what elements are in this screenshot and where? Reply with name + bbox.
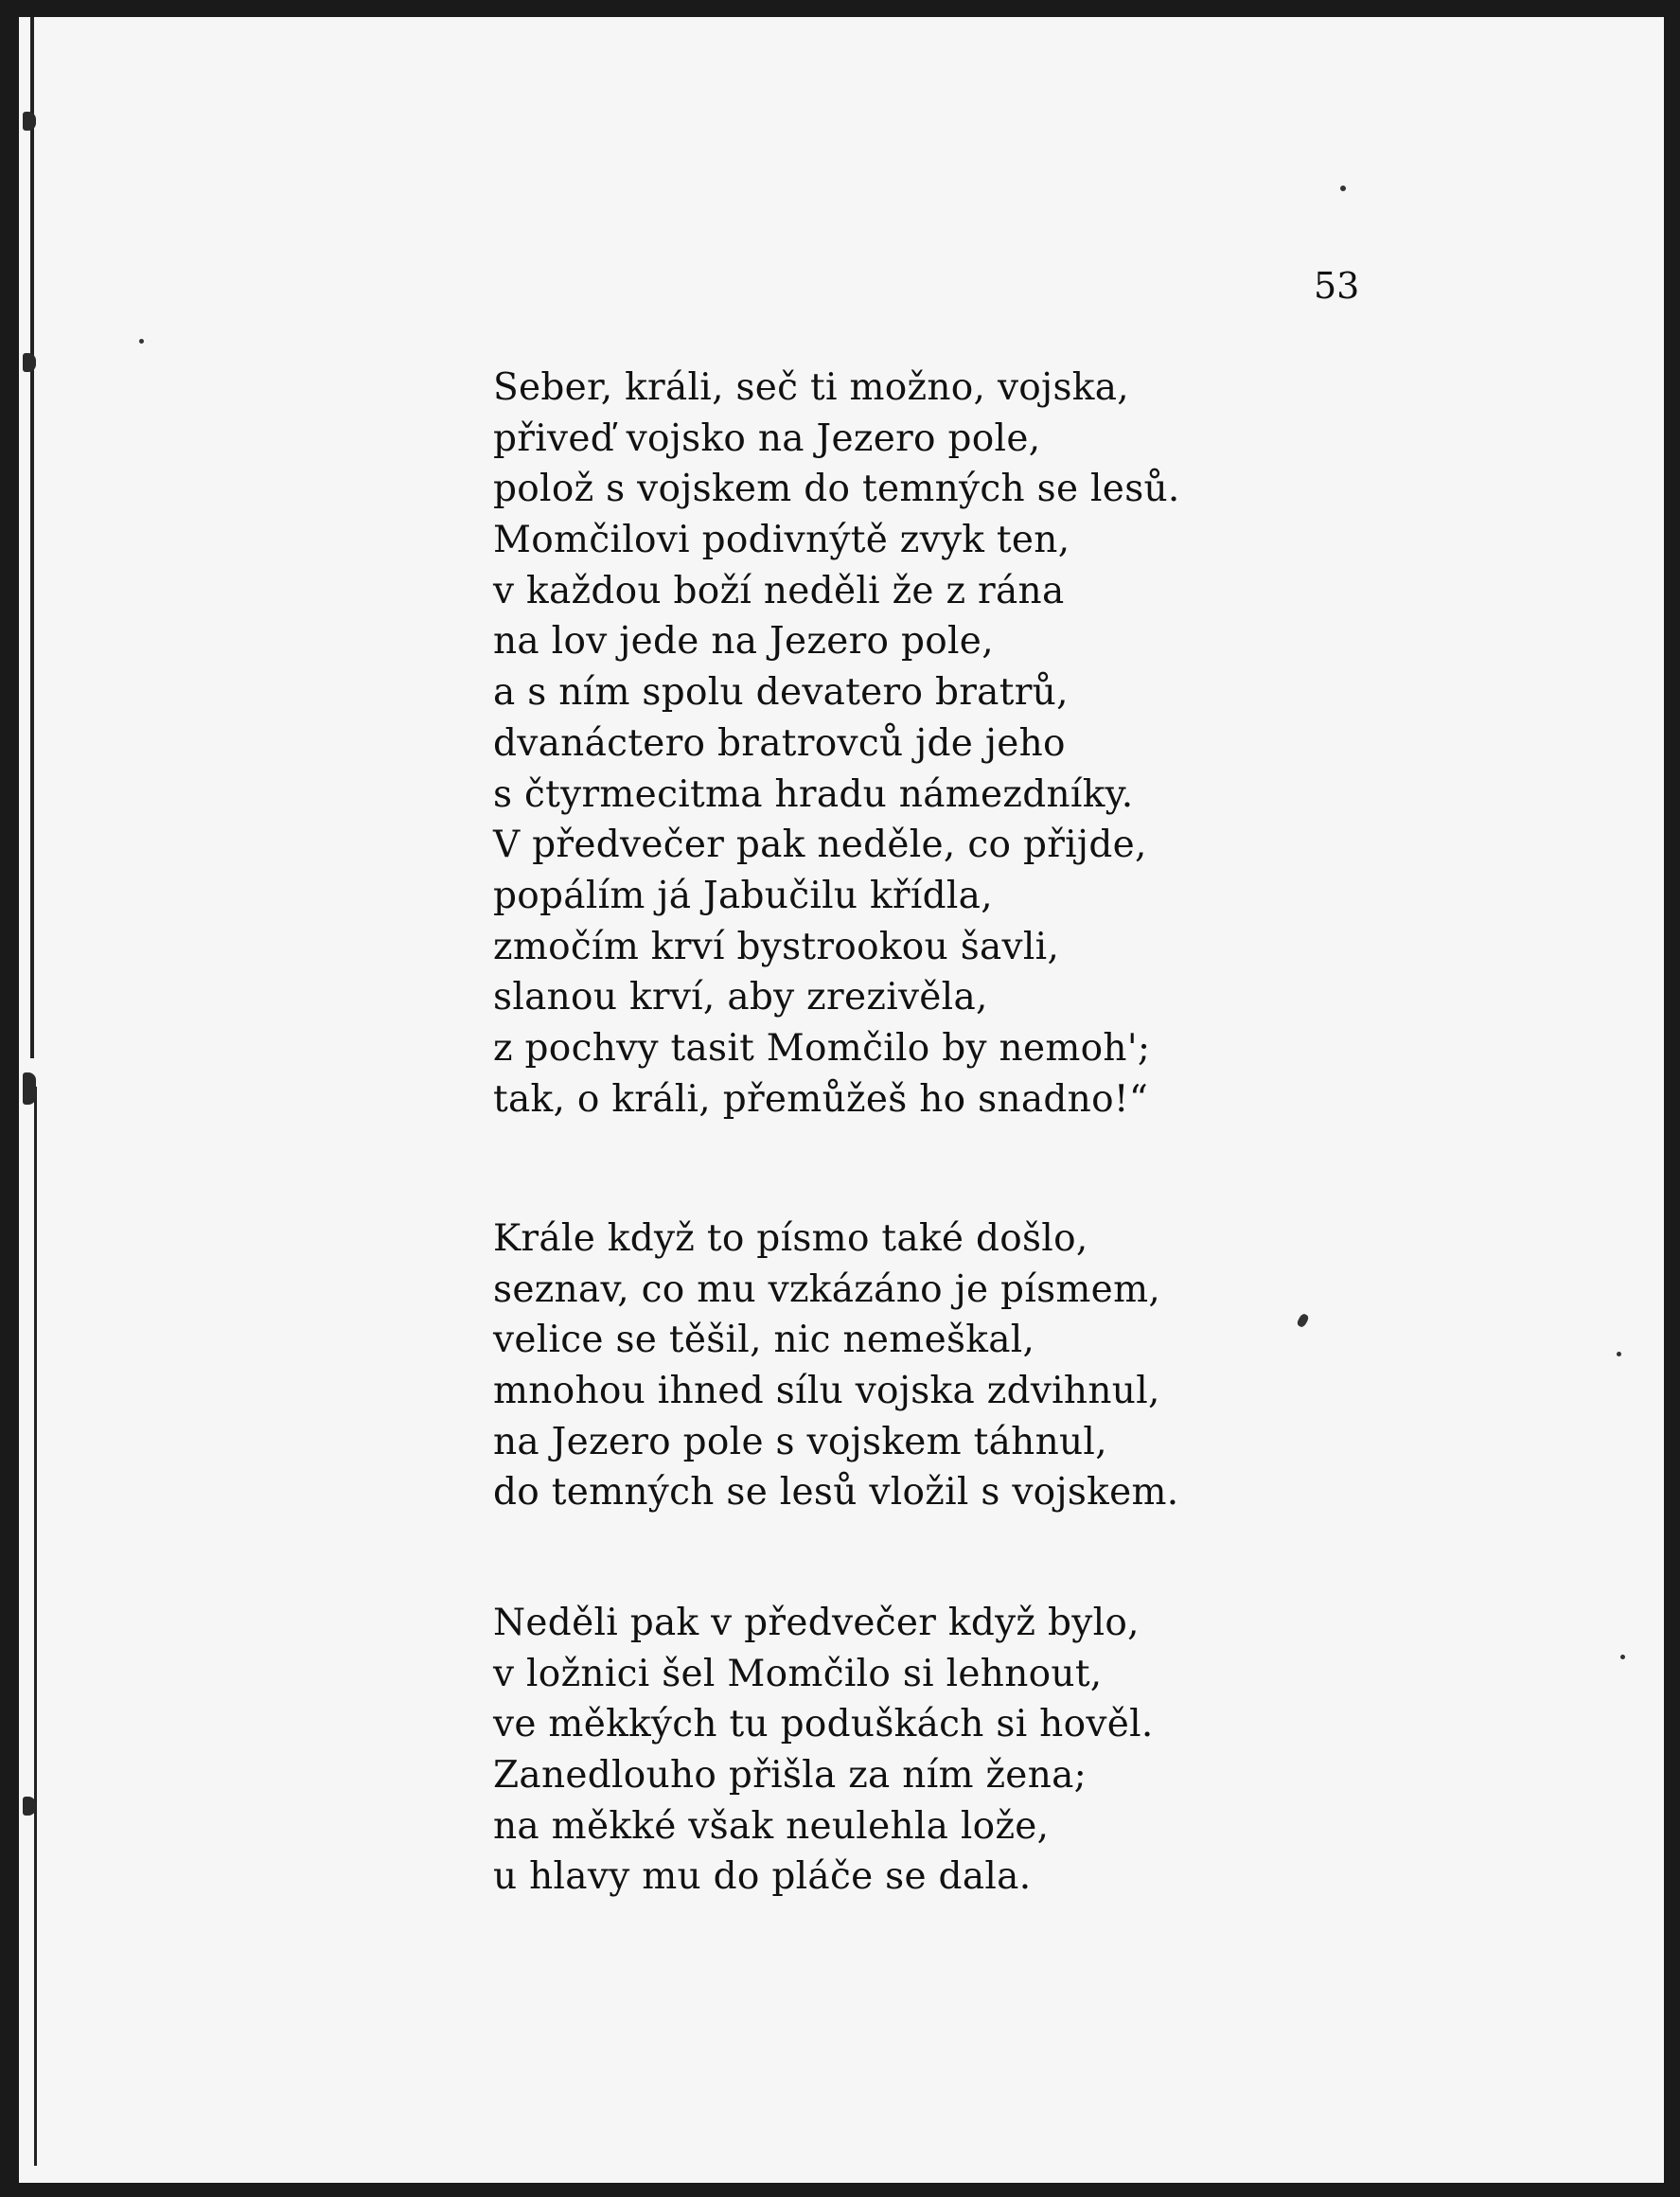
verse-line: Zanedlouho přišla za ním žena; <box>493 1754 1088 1798</box>
verse-line: velice se těšil, nic nemeškal, <box>493 1319 1035 1362</box>
verse-line: v každou boží neděli že z rána <box>493 569 1065 612</box>
ink-speck <box>139 339 144 344</box>
verse-line: mnohou ihned sílu vojska zdvihnul, <box>493 1370 1160 1413</box>
verse-line: na lov jede na Jezero pole, <box>493 620 994 664</box>
verse-line: tak, o králi, přemůžeš ho snadno!“ <box>493 1077 1149 1121</box>
verse-line: Krále když to písmo také došlo, <box>493 1217 1088 1260</box>
page-spine-edge <box>23 17 44 2183</box>
verse-line: dvanáctero bratrovců jde jeho <box>493 721 1066 765</box>
verse-line: Momčilovi podivnýtě zvyk ten, <box>493 519 1070 562</box>
verse-line: z pochvy tasit Momčilo by nemoh'; <box>493 1026 1151 1070</box>
verse-line: polož s vojskem do temných se lesů. <box>493 468 1180 511</box>
verse-line: V předvečer pak neděle, co přijde, <box>493 824 1147 867</box>
verse-line: Seber, králi, seč ti možno, vojska, <box>493 366 1129 409</box>
verse-line: seznav, co mu vzkázáno je písmem, <box>493 1267 1161 1311</box>
verse-line: Neděli pak v předvečer když bylo, <box>493 1602 1140 1644</box>
verse-line: na Jezero pole s vojskem táhnul, <box>493 1420 1107 1463</box>
stanza-3 <box>493 1598 1154 1903</box>
verse-line: ve měkkých tu poduškách si hověl. <box>493 1703 1154 1746</box>
stanza-2 <box>493 1214 1178 1518</box>
verse-line: a s ním spolu devatero bratrů, <box>493 671 1069 715</box>
verse-line: slanou krví, aby zrezivěla, <box>493 976 988 1019</box>
verse-line: popálím já Jabučilu křídla, <box>493 874 993 917</box>
verse-line: přiveď vojsko na Jezero pole, <box>493 416 1041 460</box>
verse-line: v ložnici šel Momčilo si lehnout, <box>493 1652 1103 1695</box>
verse-line: zmočím krví bystrookou šavli, <box>493 925 1060 968</box>
page-number: 53 <box>1314 265 1360 307</box>
ink-speck <box>1620 1655 1625 1659</box>
ink-speck <box>1296 1313 1310 1329</box>
verse-line: na měkké však neulehla lože, <box>493 1804 1050 1848</box>
ink-speck <box>1617 1352 1621 1356</box>
ink-speck <box>1340 186 1346 191</box>
verse-line: s čtyrmecitma hradu námezdníky. <box>493 772 1134 816</box>
stanza-1 <box>493 363 1180 1125</box>
book-page <box>19 17 1664 2183</box>
verse-line: do temných se lesů vložil s vojskem. <box>493 1471 1179 1515</box>
verse-line: u hlavy mu do pláče se dala. <box>493 1855 1032 1899</box>
